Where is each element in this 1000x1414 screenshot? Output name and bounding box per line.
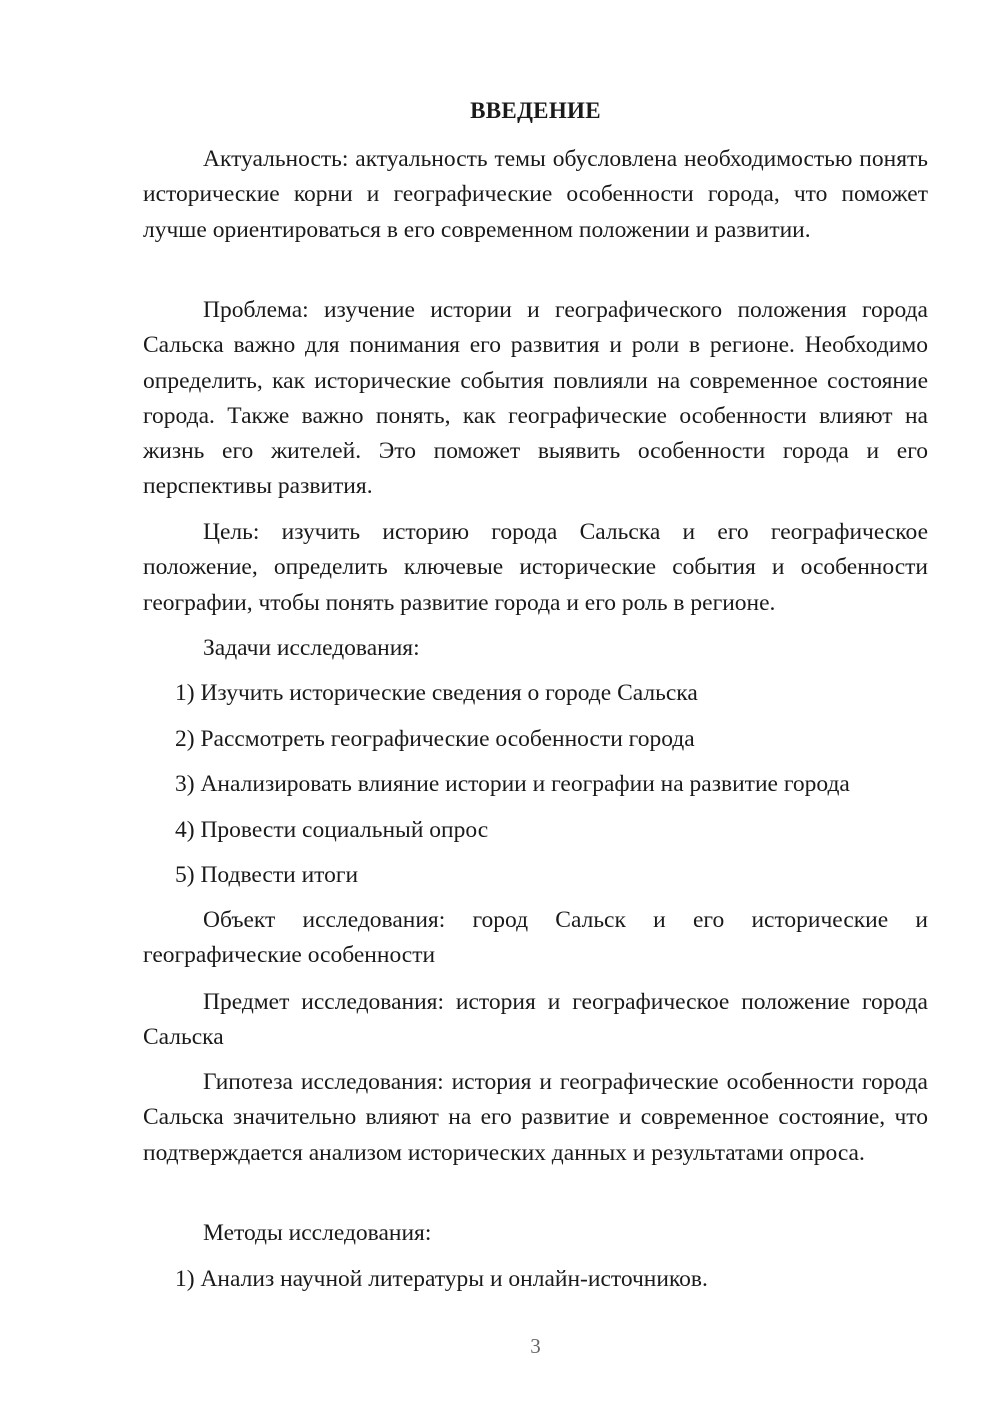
task-item: 2) Рассмотреть географические особенности города bbox=[175, 726, 695, 752]
hypothesis-paragraph: Гипотеза исследования: история и географические особенности города Сальска значительно влияют на его развитие и современное состояние, что подтверждается анализом исторических данных и результатами опроса. bbox=[143, 1069, 928, 1166]
task-item: 1) Изучить исторические сведения о городе Сальска bbox=[175, 680, 698, 706]
subject-paragraph: Предмет исследования: история и географическое положение города Сальска bbox=[143, 989, 928, 1051]
methods-heading: Методы исследования: bbox=[203, 1220, 432, 1246]
object-paragraph: Объект исследования: город Сальск и его исторические и географические особенности bbox=[143, 907, 928, 969]
page-title: ВВЕДЕНИЕ bbox=[470, 98, 601, 123]
page-number: 3 bbox=[530, 1334, 541, 1358]
task-item: 4) Провести социальный опрос bbox=[175, 817, 489, 843]
goal-paragraph: Цель: изучить историю города Сальска и его географическое положение, определить ключевые исторические события и особенности географии, чтобы понять развитие города и его роль в регионе. bbox=[143, 519, 928, 616]
problem-paragraph: Проблема: изучение истории и географического положения города Сальска важно для понимания его развития и роли в регионе. Необходимо определить, как исторические события повлияли на современное состояние города. Также важно понять, как географические особенности влияют на жизнь его жителей. Это поможет выявить особенности города и его перспективы развития. bbox=[143, 297, 928, 500]
tasks-heading: Задачи исследования: bbox=[203, 635, 420, 661]
relevance-paragraph: Актуальность: актуальность темы обусловлена необходимостью понять исторические корни и географические особенности города, что поможет лучше ориентироваться в его современном положении и развитии. bbox=[143, 146, 928, 243]
task-item: 3) Анализировать влияние истории и географии на развитие города bbox=[175, 771, 850, 797]
task-item: 5) Подвести итоги bbox=[175, 862, 359, 888]
method-item: 1) Анализ научной литературы и онлайн-источников. bbox=[175, 1266, 708, 1292]
